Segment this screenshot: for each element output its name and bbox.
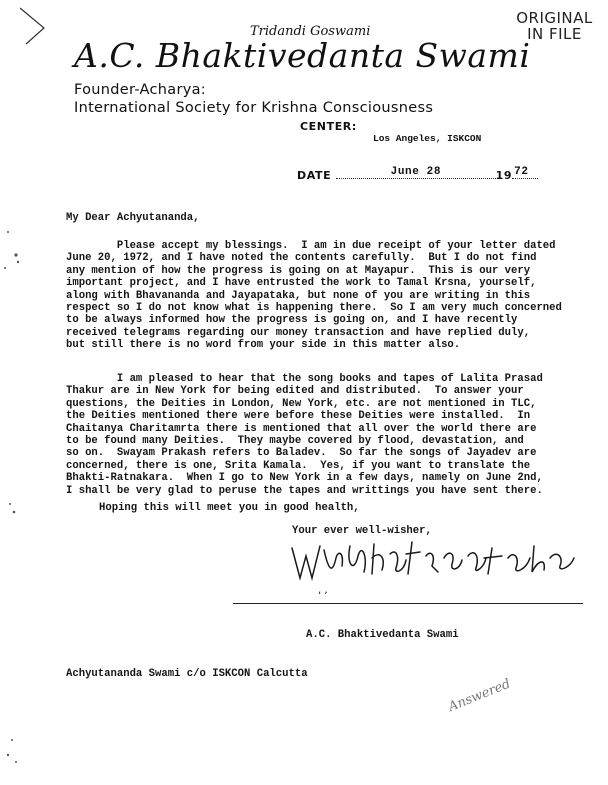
center-label: CENTER: [300,120,357,133]
letter-line: respect so I do not know what is happening there. So I am very much concerned [66,302,562,315]
signer-name: A.C. Bhaktivedanta Swami [306,629,459,641]
letter-line: so on. Swayam Prakash refers to Baladev. So far the songs of Jayadev are [66,447,537,460]
signature-marks: , , [318,585,328,596]
letter-line: the Deities mentioned there were before these Deities were installed. In [66,410,531,423]
center-value: Los Angeles, ISKCON [373,133,482,144]
letterhead-founder: Founder-Acharya: [74,82,206,98]
salutation: My Dear Achyutananda, [66,212,200,224]
letter-line: June 20, 1972, and I have noted the contents carefully. But I do not find [66,252,537,265]
cc-line: Achyutananda Swami c/o ISKCON Calcutta [66,668,308,680]
date-label: DATE [297,169,332,182]
answered-annotation: Answered [446,676,513,715]
letter-line: questions, the Deities in London, New York, etc. are not mentioned in TLC, [66,397,537,410]
letter-line: but still there is no word from your side in this matter also. [66,339,461,352]
letter-line: any mention of how the progress is going on at Mayapur. This is our very [66,264,531,277]
letter-line: concerned, there is one, Srita Kamala. Yes, if you want to translate the [66,459,531,472]
well-wisher-line: Your ever well-wisher, [292,525,432,537]
letterhead-society: International Society for Krishna Consciousness [74,100,434,116]
letter-line: Bhakti-Ratnakara. When I go to New York in a few days, namely on June 2nd, [66,472,543,485]
year-prefix: 19 [495,169,513,182]
letterhead-name: A.C. Bhaktivedanta Swami [74,36,531,75]
letter-line: I shall be very glad to peruse the tapes and writtings you have sent there. [66,484,543,497]
letter-line: to be found many Deities. They maybe covered by flood, devastation, and [66,435,524,448]
stamp-line-2: IN FILE [527,25,582,43]
letter-line: received telegrams regarding our money transaction and have replied duly, [66,326,531,339]
closing-line: Hoping this will meet you in good health, [99,502,360,514]
letter-line: Chaitanya Charitamrta there is mentioned that all over the world there are [66,422,537,435]
letter-line: I am pleased to hear that the song books and tapes of Lalita Prasad [66,373,543,385]
letter-line: to be always informed how the progress is going on, and I have recently [66,314,518,327]
letter-line: Thakur are in New York for being edited and distributed. To answer your [66,385,524,398]
stamp-line-1: ORIGINAL [516,9,593,27]
date-value: June 28 [390,166,442,178]
letterhead-tridandi: Tridandi Goswami [250,24,371,39]
letter-line: Please accept my blessings. I am in due receipt of your letter dated [66,240,556,252]
letter-line: along with Bhavananda and Jayapataka, but none of you are writing in this [66,289,531,302]
letter-line: important project, and I have entrusted the work to Tamal Krsna, yourself, [66,277,537,290]
year-suffix: 72 [514,166,529,178]
